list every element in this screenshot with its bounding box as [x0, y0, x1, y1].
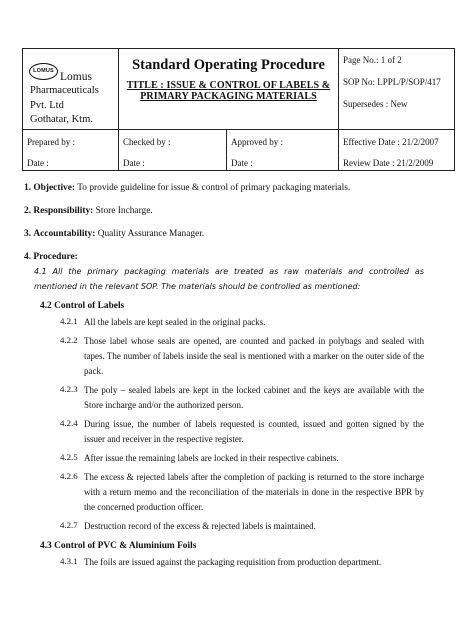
objective-label: Objective: — [33, 183, 76, 193]
responsibility-text: Store Incharge. — [95, 206, 153, 216]
list-item — [60, 417, 424, 447]
approved-by-label: Approved by : — [231, 137, 283, 147]
supersedes: Supersedes : New — [343, 99, 408, 109]
title-cell — [119, 49, 339, 130]
prepared-by-label: Prepared by : — [27, 137, 75, 147]
list-item — [60, 470, 424, 515]
list-item — [60, 555, 424, 570]
company-line-3: Pvt. Ltd — [30, 99, 64, 111]
item-text: All the labels are kept sealed in the original packs. — [84, 317, 266, 327]
prepared-by-cell — [23, 130, 119, 171]
item-text: During issue, the number of labels requested is counted, issued and gotten signed by the issuer and receiver in the respective register. — [84, 419, 424, 444]
list-item — [60, 334, 424, 379]
effective-date: Effective Date : 21/2/2007 — [343, 137, 439, 147]
item-number: 4.2.1 — [60, 316, 78, 326]
document-body — [24, 182, 424, 574]
responsibility-label: Responsibility: — [33, 206, 94, 216]
procedure-number: 4. — [24, 252, 32, 262]
objective-section — [24, 182, 424, 194]
item-text: Those label whose seals are opened, are counted and packed in polybags and sealed with tapes. The number of labels inside the seal is mentioned with a marker on the outer side of the pack. — [84, 336, 424, 376]
item-text: The foils are issued against the packaging requisition from production department. — [84, 557, 382, 567]
review-date: Review Date : 21/2/2009 — [343, 158, 434, 168]
item-number: 4.3.1 — [60, 556, 78, 566]
item-number: 4.2.4 — [60, 418, 78, 428]
company-line-2: Pharmaceuticals — [30, 85, 99, 96]
objective-text: To provide guideline for issue & control of primary packaging materials. — [77, 183, 351, 193]
company-line-4: Gothatar, Ktm. — [30, 114, 93, 125]
procedure-intro: 4.1 All the primary packaging materials are treated as raw materials and controlled as mentioned in the relevant SOP. The materials should be controlled as mentioned: — [34, 267, 424, 291]
list-item — [60, 451, 424, 466]
list-item — [60, 383, 424, 413]
pvc-list — [24, 555, 424, 570]
checked-by-cell — [119, 130, 227, 171]
approved-by-cell — [227, 130, 339, 171]
accountability-section — [24, 228, 424, 240]
meta-cell — [339, 49, 455, 130]
company-name: Lomus — [60, 71, 92, 83]
accountability-label: Accountability: — [33, 229, 96, 239]
checked-date-label: Date : — [123, 158, 145, 168]
item-text: After issue the remaining labels are locked in their respective cabinets. — [84, 453, 339, 463]
sop-header-table — [22, 48, 455, 171]
approved-date-label: Date : — [231, 158, 253, 168]
item-number: 4.2.5 — [60, 452, 78, 462]
company-cell — [23, 49, 119, 130]
dates-cell — [339, 130, 455, 171]
company-address — [30, 71, 99, 128]
item-number: 4.2.6 — [60, 471, 78, 481]
responsibility-number: 2. — [24, 206, 32, 216]
list-item — [60, 519, 424, 534]
prepared-date-label: Date : — [27, 158, 49, 168]
labels-list — [24, 315, 424, 534]
procedure-section — [24, 251, 424, 570]
item-number: 4.2.3 — [60, 384, 78, 394]
pvc-heading: 4.3 Control of PVC & Aluminium Foils — [40, 541, 197, 551]
procedure-label: Procedure: — [33, 252, 78, 262]
sop-title: Standard Operating Procedure — [132, 57, 325, 73]
checked-by-label: Checked by : — [123, 137, 171, 147]
item-text: The excess & rejected labels after the completion of packing is returned to the store incharge with a return memo and the reconciliation of the materials in done in the respective BPR by the concerned production officer. — [84, 472, 424, 512]
labels-heading: 4.2 Control of Labels — [40, 301, 125, 311]
responsibility-section — [24, 205, 424, 217]
objective-number: 1. — [24, 183, 32, 193]
item-number: 4.2.7 — [60, 520, 78, 530]
accountability-number: 3. — [24, 229, 32, 239]
lomus-logo: LOMUS — [29, 63, 58, 80]
page-number: Page No.: 1 of 2 — [343, 55, 402, 65]
document-title: TITLE : ISSUE & CONTROL OF LABELS & PRIMARY PACKAGING MATERIALS — [126, 80, 331, 102]
accountability-text: Quality Assurance Manager. — [97, 229, 205, 239]
item-number: 4.2.2 — [60, 335, 78, 345]
list-item — [60, 315, 424, 330]
item-text: Destruction record of the excess & rejected labels is maintained. — [84, 521, 316, 531]
item-text: The poly – sealed labels are kept in the locked cabinet and the keys are available with the Store incharge and/or the authorized person. — [84, 385, 424, 410]
sop-number: SOP No: LPPL/P/SOP/417 — [343, 77, 441, 87]
